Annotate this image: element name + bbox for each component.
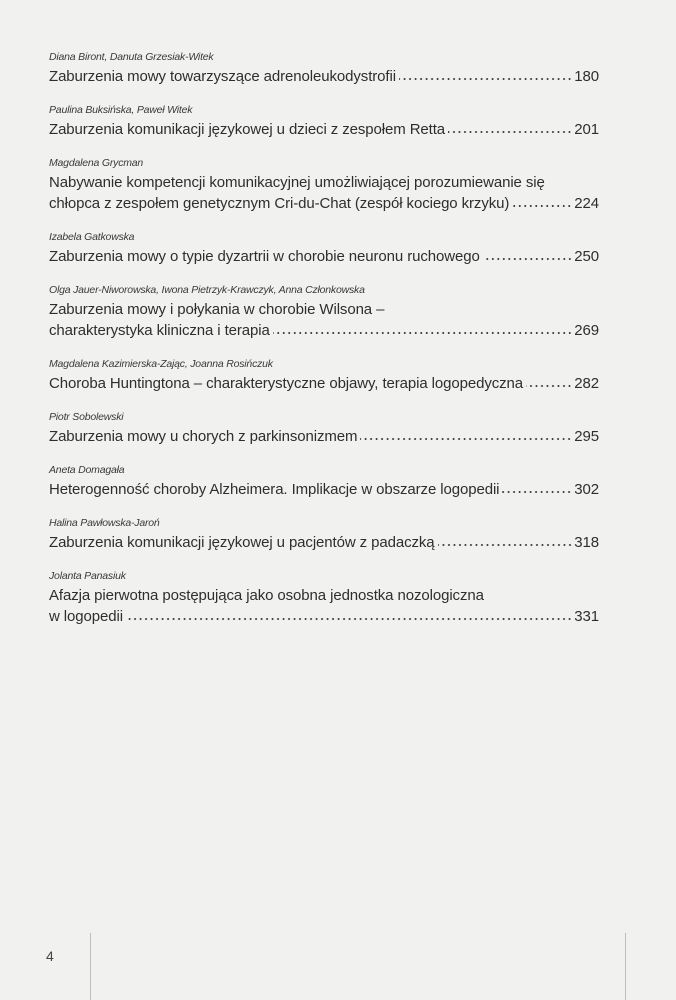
entry-page-number: 224 [574,195,599,212]
entry-title-line [49,172,599,193]
toc-entry[interactable] [49,101,599,140]
entry-authors: Paulina Buksińska, Paweł Witek [49,104,193,116]
entry-page-number: 269 [574,322,599,339]
entry-title: Zaburzenia komunikacji językowej u pacjentów z padaczką [49,534,435,551]
entry-title-line [49,373,599,394]
entry-title-line [49,585,599,606]
entry-page-number: 302 [574,481,599,498]
entry-title-line [49,119,599,140]
entry-authors: Piotr Sobolewski [49,411,124,423]
entry-authors: Olga Jauer-Niworowska, Iwona Pietrzyk-Krawczyk, Anna Członkowska [49,284,365,296]
entry-authors: Jolanta Panasiuk [49,570,126,582]
dot-leader [273,331,573,335]
entry-title: Nabywanie kompetencji komunikacyjnej umożliwiającej porozumiewanie się [49,174,545,191]
entry-title-line [49,426,599,447]
entry-title: Zaburzenia mowy o typie dyzartrii w chorobie neuronu ruchowego [49,248,480,265]
toc-entry[interactable] [49,281,599,341]
page-divider-left [90,933,91,1000]
entry-authors: Halina Pawłowska-Jaroń [49,517,160,529]
entry-page-number: 250 [574,248,599,265]
entry-page-number: 318 [574,534,599,551]
entry-title: chłopca z zespołem genetycznym Cri-du-Chat (zespół kociego krzyku) [49,195,510,212]
entry-page-number: 331 [574,608,599,625]
entry-title: Zaburzenia komunikacji językowej u dzieci z zespołem Retta [49,121,446,138]
page-divider-right [625,933,626,1000]
dot-leader [126,617,572,621]
entry-authors: Diana Biront, Danuta Grzesiak-Witek [49,51,214,63]
dot-leader [438,543,573,547]
toc-entry[interactable] [49,514,599,553]
toc-entry[interactable] [49,228,599,267]
entry-title-line [49,66,599,87]
entry-title-line [49,606,599,627]
entry-title-line [49,193,599,214]
dot-leader [360,437,572,441]
entry-title-line [49,479,599,500]
entry-page-number: 282 [574,375,599,392]
dot-leader [502,490,572,494]
toc-entry[interactable] [49,567,599,627]
entry-title: Zaburzenia mowy u chorych z parkinsonizmem [49,428,358,445]
entry-authors: Aneta Domagała [49,464,125,476]
entry-page-number: 180 [574,68,599,85]
dot-leader [483,257,573,261]
toc-entry[interactable] [49,408,599,447]
entry-title-line [49,320,599,341]
dot-leader [448,130,572,134]
dot-leader [512,204,572,208]
entry-title-line [49,532,599,553]
entry-title: Zaburzenia mowy i połykania w chorobie Wilsona – [49,301,385,318]
entry-authors: Magdalena Grycman [49,157,144,169]
toc-entry[interactable] [49,48,599,87]
entry-authors: Izabela Gatkowska [49,231,135,243]
entry-title: Zaburzenia mowy towarzyszące adrenoleukodystrofii [49,68,396,85]
dot-leader [526,384,572,388]
table-of-contents [49,48,599,641]
entry-authors: Magdalena Kazimierska-Zając, Joanna Rosińczuk [49,358,273,370]
entry-title-line [49,299,599,320]
dot-leader [399,77,572,81]
toc-entry[interactable] [49,355,599,394]
entry-title: w logopedii [49,608,123,625]
entry-page-number: 201 [574,121,599,138]
entry-title-line [49,246,599,267]
entry-title: charakterystyka kliniczna i terapia [49,322,270,339]
toc-entry[interactable] [49,461,599,500]
page-number: 4 [46,948,54,964]
entry-page-number: 295 [574,428,599,445]
entry-title: Afazja pierwotna postępująca jako osobna jednostka nozologiczna [49,587,484,604]
entry-title: Heterogenność choroby Alzheimera. Implikacje w obszarze logopedii [49,481,500,498]
entry-title: Choroba Huntingtona – charakterystyczne objawy, terapia logopedyczna [49,375,524,392]
toc-entry[interactable] [49,154,599,214]
